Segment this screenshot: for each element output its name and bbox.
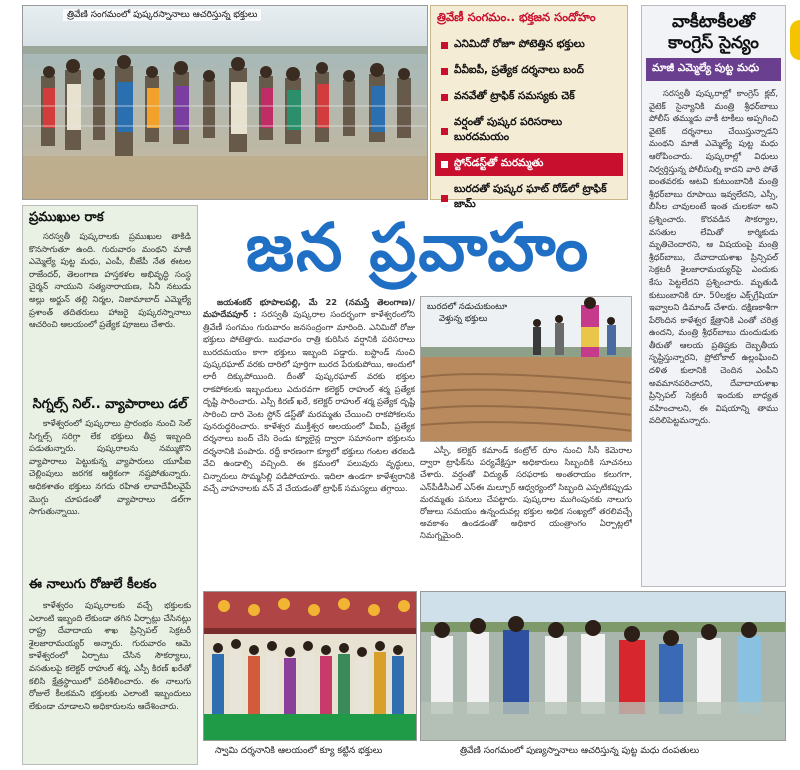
bullet-square-icon [441, 161, 448, 168]
right-subhead: మాజీ ఎమ్మెల్యే పుట్ట మధు [646, 58, 781, 81]
dateline: జయశంకర్ భూపాలపల్లి, మే 22 (నమస్తే తెలంగాణ)/మహదేవపూర్ : [203, 297, 415, 320]
puja-in-river-illustration [421, 592, 786, 741]
mud-story: ఎస్పీ, కలెక్టర్ కమాండ్ కంట్రోల్ రూం నుంచి సీసీ కెమెరాల ద్వారా ట్రాఫిక్‌ను పర్యవేక్షిస్తూ అధికారులు సిబ్బందికి సూచనలు చేశారు. వర్షంతో విద్యుత్ సరఫరాకు అంతరాయం కలుగగా, ఎన్‌పీడీసీఎల్ ఎస్‌ఈ మల్చూర్ ఆధ్వర్యంలో సిబ్బంది ఎప్పటికప్పుడు మరమ్మతు పనులు చేపట్టారు. పుష్కరాల ముగింపునకు నాలుగు రోజులు సమయం ఉన్నందువల్ల భక్తుల అధిక సంఖ్యలో తరలివచ్చే అవకాశం ఉండడంతో అధికార యంత్రాంగం ఏర్పాట్లలో నిమగ్నమైంది. [420, 445, 632, 541]
mud-caption-1: బురదలో నడుచుకుంటూ [427, 302, 508, 312]
section1-body: సరస్వతీ పుష్కరాలకు ప్రముఖుల తాకిడి కొనసాగుతూ ఉంది. గురువారం మంథని మాజీ ఎమ్మెల్యే పుట్ట మధు, ఎంపీ, బీజేపీ నేత ఈటల రాజేందర్, తెలంగాణ హస్తకళల అభివృద్ధి సంస్థ చైర్మన్ నాయుని సత్యనారాయణ, సినీ నటుడు అల్లు అర్జున్ తల్లి నిర్మల, నిజామాబాద్ ఎమ్మెల్యే ప్రశాంత్ తదితరులు హాజరై పుష్కరస్నానాలు ఆచరించి ఆలయంలో ప్రత్యేక పూజలు చేశారు. [29, 231, 191, 330]
highlight-list [431, 34, 627, 217]
main-headline: జన ప్రవాహం [245, 209, 591, 286]
temple-queue-caption: స్వామి దర్శనానికి ఆలయంలో క్యూ కట్టిన భక్తులు [215, 746, 383, 756]
photo-caption: త్రివేణి సంగమంలో పుష్కరస్నానాలు ఆచరిస్తున్న భక్తులు [63, 9, 261, 21]
highlight-item-text: స్టోన్‌డస్ట్‌తో మరమ్మతు [454, 157, 544, 169]
bullet-square-icon [441, 42, 448, 49]
section3-body: కాళేశ్వరం పుష్కరాలకు వచ్చే భక్తులకు ఎలాంటి ఇబ్బంది లేకుండా తగిన ఏర్పాట్లు చేసినట్లు రాష్ట్ర దేవాదాయ శాఖ ప్రిన్సిపల్ సెక్రటరీ శైలజారామయ్యర్ అన్నారు. గురువారం ఆమె కాళేశ్వరంలో ఏర్పాటు చేసిన సౌకర్యాలు, వసతులపై కలెక్టర్ రాహుల్ శర్మ, ఎస్పీ కిరణ్ ఖరేతో కలిసి క్షేత్రస్థాయిలో పరిశీలించారు. ఈ నాలుగు రోజులే కీలకమని భక్తులకు ఎలాంటి ఇబ్బందులు లేకుండా చూడాలని అధికారులను ఆదేశించారు. [29, 600, 191, 711]
river-bathing-illustration [23, 6, 428, 200]
section2-title: సిగ్నల్స్ నిల్.. వ్యాపారాలు డల్ [32, 397, 188, 412]
highlight-title: త్రివేణీ సంగమం.. భక్తజన సందోహం [437, 10, 596, 24]
highlight-item-text: వనవేతో ట్రాఫిక్ సమస్యకు చెక్ [454, 90, 575, 102]
section1-title: ప్రముఖుల రాక [29, 210, 104, 225]
highlight-item [435, 112, 623, 150]
puja-caption: త్రివేణి సంగమంలో పుణ్యస్నానాలు ఆచరిస్తున్న పుట్ట మధు దంపతులు [460, 746, 700, 756]
temple-queue-photo [203, 591, 417, 741]
bullet-square-icon [441, 68, 448, 75]
bullet-square-icon [441, 128, 448, 135]
temple-queue-illustration [204, 592, 417, 741]
highlight-item-text: బురదతో పుష్కర ఘాట్ రోడ్‌లో ట్రాఫిక్ జామ్ [454, 183, 607, 210]
highlight-box [430, 5, 628, 210]
main-story [203, 296, 415, 582]
highlight-item-text: వీవీఐపీ, ప్రత్యేక దర్శనాలు బంద్ [454, 64, 584, 76]
river-bathing-photo [22, 5, 428, 200]
mud-caption-2: వెళ్తున్న భక్తులు [439, 314, 488, 324]
highlight-item-text: వర్షంతో పుష్కర పరిసరాలు బురదమయం [454, 116, 563, 143]
section3-title: ఈ నాలుగు రోజులే కీలకం [29, 577, 157, 592]
highlight-item [435, 34, 623, 57]
highlight-item [435, 60, 623, 83]
right-body: సరస్వతీ పుష్కరాల్లో కాంగ్రెస్ క్లబ్, వైటెక్ సైన్యానికి మంత్రి శ్రీధర్‌బాబు పోలీస్ తమ్ముడు వాకీ టాకీలు అప్పగించి వైటెక్ దర్శనాలు చేయిస్తున్నాడని మంథని మాజీ ఎమ్మెల్యే పుట్ట మధు ఆరోపించారు. పుష్కరాల్లో విధులు నిర్వర్తిస్తున్న పోలీసుల్ని కాదని వారి పోతే ఐంతవరకు ఆటవి కుటుంబానికి మంత్రి శ్రీధర్‌బాబు రూపాయి ఇవ్వలేదని, ఎస్సీ, బీసీల చావులంటే ఇంత చులకనా అని ప్రశ్నించారు. కొరవడిన సౌకర్యాల, వసతుల లేమితో కార్మికుడు మృతిచెందారని, ఆ విషయంపై మంత్రి శ్రీధర్‌బాబు, దేవాదాయశాఖ ప్రిన్సిపల్ సెక్రటరీ శైలజారామయ్యర్‌పై ఎందుకు కేసు పెట్టలేదని ప్రశ్నించారు. మృతుడి కుటుంబానికి రూ. 50లక్షల ఎక్స్‌గ్రేషియా ఇవ్వాలని డిమాండ్ చేశారు. దక్షిణకాశీగా పేరొందిన కాళేశ్వర క్షేత్రానికి ఎంతో చరిత్ర ఉందని, మంత్రి శ్రీధర్‌బాబు దుందుడుకు తీరుతో ఆలయ ప్రతిష్టకు దెబ్బతీయ సృష్టిస్తున్నారని, ప్రోటోకాల్ ఉల్లంఘించి దళిత కులానికి చెందిన ఎంపీని అవమానపరిచారని, దేవాదాయశాఖ ప్రిన్సిపల్ సెక్రటరీ ఇందుకు బాధ్యత వహించాలని, ఈ విషయాన్ని తాము వదిలిపెట్టమన్నారు. [649, 88, 778, 426]
highlight-item [435, 86, 623, 109]
left-column [22, 205, 198, 765]
mud-road-photo [420, 296, 632, 442]
story-body: సరస్వతీ పుష్కరాల సందర్భంగా కాళేశ్వరంలోని త్రివేణీ సంగమం గురువారం జనసంద్రంగా మారింది. ఎనిమిదో రోజు భక్తులు పోటెత్తారు. బుధవారం రాత్రి కురిసిన వర్షానికి పరిసరాలు బురదమయం కాగా భక్తులు ఇబ్బంది పడ్డారు. బస్టాండ్ నుంచి పుష్కరఘాట్ వరకు దారిలో పూర్తిగా బురద పేరుకుపోయి, అందులో లారీ దిక్కుపోయింది. దీంతో పుష్కరఘాట్ వరకు భక్తుల రాకపోకలకు ఇబ్బందులు ఎదురవగా కలెక్టర్ రాహుల్ శర్మ ప్రత్యేక దృష్టి సారించారు. ఎస్పీ కిరణ్ ఖరే, కలెక్టర్ రాహుల్ శర్మ ప్రత్యేక దృష్టి సారించి దారి వెంట స్టోన్ డస్ట్‌తో మరమ్మతు చేయించి రాకపోకలను పునరుద్ధరించారు. కాళేశ్వర ముక్తీశ్వర ఆలయంలో వీఐపీ, ప్రత్యేక దర్శనాలు బంద్ చేసి రెండు క్యూలైన్ల ద్వారా సమానంగా భక్తులను దర్శనానికి పంపారు. రద్దీ కారణంగా క్యూలో భక్తులు గంటల తరబడి వేచి ఉండాల్సి వచ్చింది. ఈ క్రమంలో పలువురు వృద్ధులు, చిన్నారులు సొమ్మసిల్లి పడిపోయారు. ఇదిలా ఉండగా కాళేశ్వరానికి వచ్చే వాహనాలకు వన్ వే చేయడంతో ట్రాఫిక్ సమస్యలు తగ్గాయి. [203, 309, 415, 494]
section2-body: కాళేశ్వరంలో పుష్కరాలు ప్రారంభం నుంచి సెల్ సిగ్నల్స్ సరిగ్గా లేక భక్తులు తీవ్ర ఇబ్బంది పడుతున్నారు. పుష్కరాలను నమ్ముకొని వ్యాపారాలు పెట్టుకున్న వ్యాపారులు యూపీఐ చెల్లింపులు జరగక ఆర్థికంగా నష్టపోతున్నారు. అధికశాతం భక్తులు నగదు రహిత లావాదేవీలవైపే మొగ్గు చూపడంతో వ్యాపారాలు డల్‌గా సాగుతున్నాయి. [29, 418, 191, 517]
highlight-item-text: ఎనిమిదో రోజూ పోటెత్తిన భక్తులు [454, 38, 585, 50]
right-column [641, 5, 786, 587]
edge-accent [790, 20, 800, 60]
bullet-square-icon [441, 195, 448, 202]
right-headline: వాకీటాకీలతో కాంగ్రెస్ సైన్యం [668, 12, 759, 53]
puja-in-river-photo [420, 591, 786, 741]
highlight-item [435, 153, 623, 176]
bullet-square-icon [441, 94, 448, 101]
